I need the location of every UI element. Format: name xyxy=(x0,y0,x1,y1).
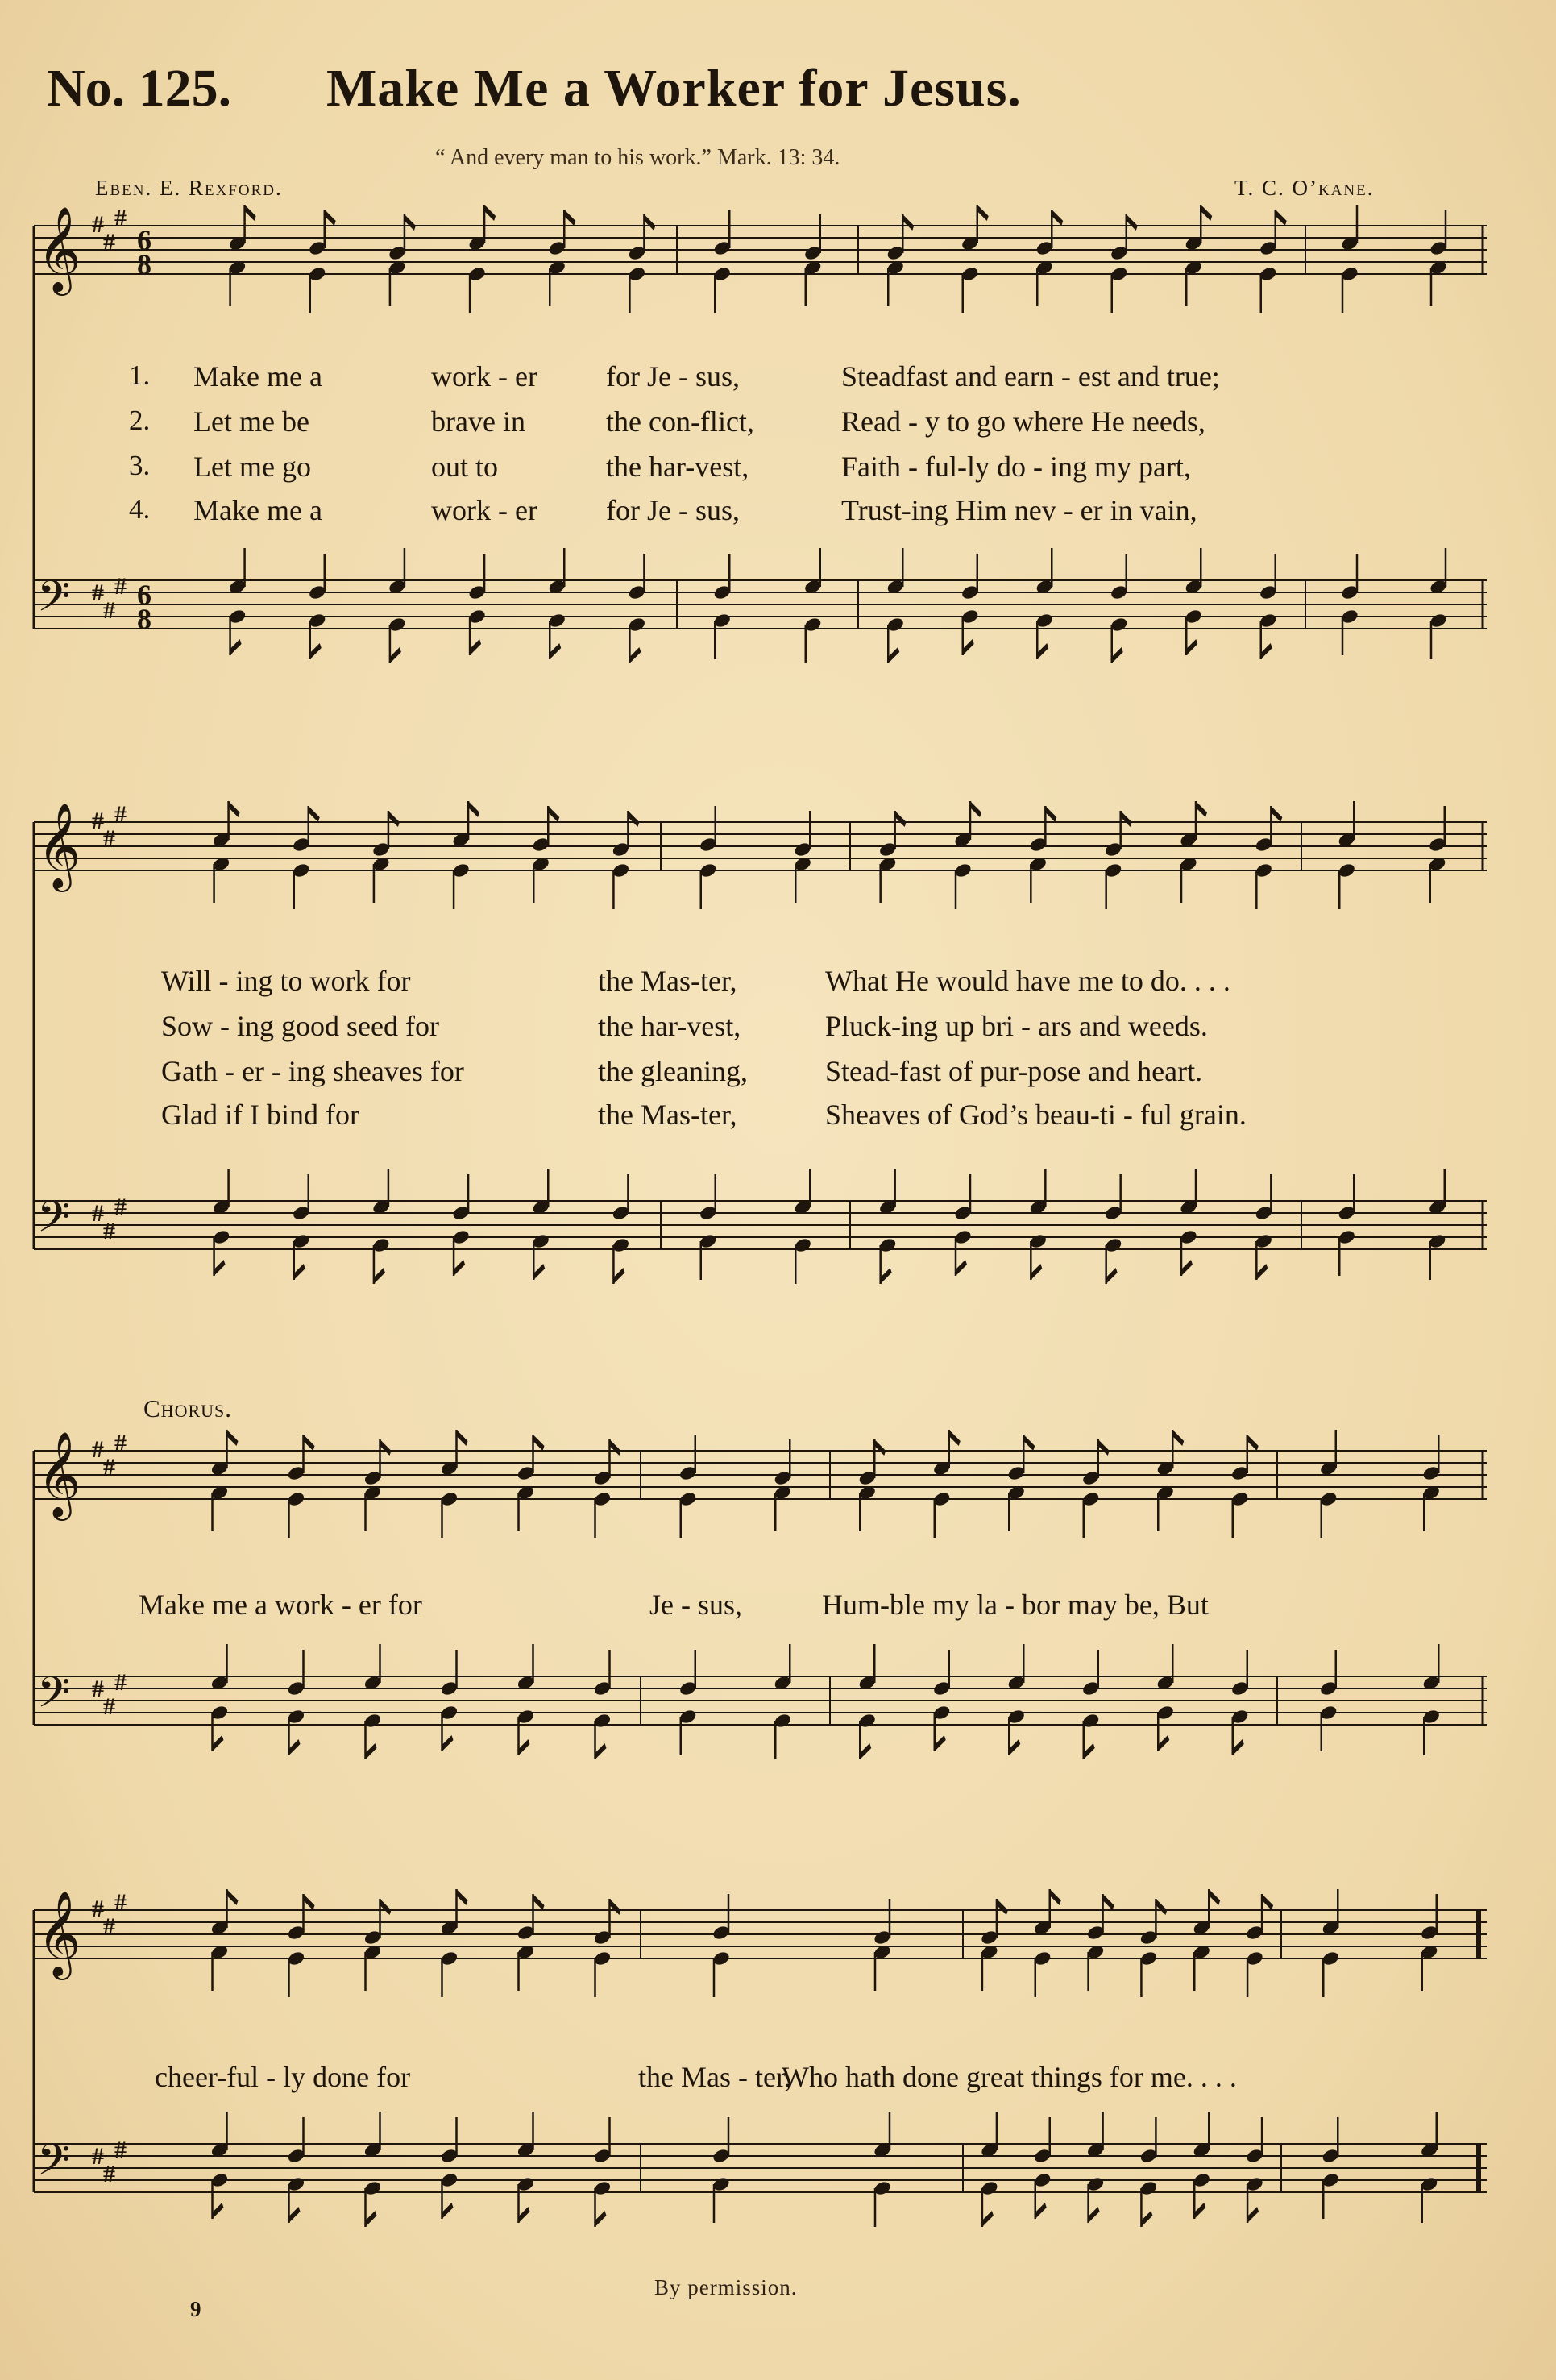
lyric-segment: Pluck-ing up bri - ars and weeds. xyxy=(825,1010,1208,1042)
lyric-segment: the har-vest, xyxy=(606,451,749,483)
note-flag xyxy=(304,1894,315,1910)
note-flag xyxy=(1141,2211,1152,2227)
lyric-segment: the con-flict, xyxy=(606,405,754,438)
note-flag xyxy=(1023,1435,1035,1451)
note-flag xyxy=(230,639,242,655)
note-flag xyxy=(227,1430,239,1446)
note-flag xyxy=(1181,1260,1193,1276)
key-sharp: # xyxy=(103,2161,115,2187)
lyric-segment: Will - ing to work for xyxy=(161,965,411,997)
lyricist-credit: Eben. E. Rexford. xyxy=(95,176,283,200)
note-flag xyxy=(644,214,655,231)
note-flag xyxy=(1045,806,1056,822)
key-sharp: # xyxy=(114,1669,127,1696)
note-flag xyxy=(366,1743,377,1759)
chorus-label: Chorus. xyxy=(143,1394,232,1423)
bass-clef: 𝄢 xyxy=(37,572,71,632)
note-flag xyxy=(380,1899,392,1915)
lyric-segment: What He would have me to do. . . . xyxy=(825,965,1230,997)
note-flag xyxy=(214,1260,226,1276)
note-flag xyxy=(304,1435,315,1451)
key-sharp: # xyxy=(92,1896,104,1922)
verse-number: 4. xyxy=(129,493,151,525)
note-flag xyxy=(366,2211,377,2227)
key-sharp: # xyxy=(114,2137,127,2163)
note-flag xyxy=(610,1899,621,1915)
lyric-segment: Let me be xyxy=(193,405,309,438)
key-sharp: # xyxy=(114,1889,127,1916)
note-flag xyxy=(1156,1899,1167,1915)
key-sharp: # xyxy=(103,1454,115,1481)
hymn-title: Make Me a Worker for Jesus. xyxy=(326,59,1022,118)
note-flag xyxy=(1262,1894,1273,1910)
key-sharp: # xyxy=(114,1194,127,1220)
note-flag xyxy=(1201,205,1212,221)
note-flag xyxy=(860,1743,871,1759)
note-flag xyxy=(229,801,240,817)
note-flag xyxy=(533,1435,545,1451)
note-flag xyxy=(1271,806,1282,822)
treble-clef: 𝄞 xyxy=(37,206,81,292)
note-flag xyxy=(628,811,639,827)
lyric-segment: the gleaning, xyxy=(598,1055,748,1087)
lyric-segment: Read - y to go where He needs, xyxy=(841,405,1205,438)
lyric-segment: Let me go xyxy=(193,451,311,483)
note-flag xyxy=(610,1439,621,1456)
chorus-lyric-segment: Je - sus, xyxy=(649,1589,742,1621)
key-sharp: # xyxy=(114,1430,127,1456)
note-flag xyxy=(1247,1435,1259,1451)
note-flag xyxy=(902,214,914,231)
key-sharp: # xyxy=(92,1676,104,1702)
treble-clef: 𝄞 xyxy=(37,1890,81,1976)
note-flag xyxy=(470,639,481,655)
note-flag xyxy=(1009,1739,1020,1755)
note-flag xyxy=(442,1735,454,1751)
note-flag xyxy=(1186,639,1197,655)
lyric-segment: work - er xyxy=(431,494,537,526)
note-flag xyxy=(227,1889,239,1905)
lyric-segment: the Mas-ter, xyxy=(598,1099,737,1131)
note-flag xyxy=(454,1260,465,1276)
key-sharp: # xyxy=(103,229,115,255)
chorus-lyric-segment: Hum-ble my la - bor may be, But xyxy=(822,1589,1209,1621)
lyric-segment: work - er xyxy=(431,360,537,393)
note-flag xyxy=(1172,1430,1184,1446)
note-flag xyxy=(388,811,400,827)
key-sharp: # xyxy=(103,1693,115,1720)
note-flag xyxy=(1276,210,1287,226)
note-flag xyxy=(325,210,336,226)
note-flag xyxy=(245,205,256,221)
hymn-number: No. 125. xyxy=(47,59,232,118)
note-flag xyxy=(213,2203,224,2219)
key-sharp: # xyxy=(103,825,115,852)
lyric-segment: Trust-ing Him nev - er in vain, xyxy=(841,494,1197,526)
permission-note: By permission. xyxy=(654,2275,798,2299)
note-flag xyxy=(1084,1743,1095,1759)
treble-clef: 𝄞 xyxy=(37,1431,81,1517)
key-sharp: # xyxy=(114,205,127,231)
lyric-segment: the har-vest, xyxy=(598,1010,741,1042)
note-flag xyxy=(895,811,907,827)
note-flag xyxy=(874,1439,886,1456)
key-sharp: # xyxy=(92,579,104,606)
note-flag xyxy=(519,2207,530,2223)
verse-number: 3. xyxy=(129,450,151,481)
note-flag xyxy=(970,801,981,817)
note-flag xyxy=(1121,811,1132,827)
lyric-segment: Gath - er - ing sheaves for xyxy=(161,1055,464,1087)
lyric-segment: brave in xyxy=(431,405,525,438)
note-flag xyxy=(442,2203,454,2219)
lyric-segment: out to xyxy=(431,451,499,483)
lyric-segment: Faith - ful-ly do - ing my part, xyxy=(841,451,1191,483)
treble-clef: 𝄞 xyxy=(37,802,81,888)
note-flag xyxy=(548,806,559,822)
note-flag xyxy=(457,1430,468,1446)
note-flag xyxy=(595,1743,607,1759)
note-flag xyxy=(1050,1889,1061,1905)
note-flag xyxy=(1089,2207,1100,2223)
note-flag xyxy=(1233,1739,1244,1755)
note-flag xyxy=(1052,210,1063,226)
lyric-segment: Make me a xyxy=(193,360,322,393)
note-flag xyxy=(1194,2203,1205,2219)
time-signature-top: 6 xyxy=(137,224,151,256)
note-flag xyxy=(310,643,322,659)
note-flag xyxy=(1261,643,1272,659)
note-flag xyxy=(881,1268,892,1284)
key-sharp: # xyxy=(92,1436,104,1463)
note-flag xyxy=(1106,1268,1118,1284)
note-flag xyxy=(629,647,641,663)
note-flag xyxy=(1037,643,1048,659)
lyric-segment: Glad if I bind for xyxy=(161,1099,359,1131)
note-flag xyxy=(309,806,320,822)
key-sharp: # xyxy=(92,211,104,238)
verse-number: 1. xyxy=(129,359,151,391)
lyric-segment: Sheaves of God’s beau-ti - ful grain. xyxy=(825,1099,1247,1131)
scripture-epigraph: “ And every man to his work.” Mark. 13: 34. xyxy=(435,145,840,170)
key-sharp: # xyxy=(103,1218,115,1244)
lyric-segment: Stead-fast of pur-pose and heart. xyxy=(825,1055,1203,1087)
note-flag xyxy=(1209,1889,1220,1905)
page-number: 9 xyxy=(190,2297,201,2321)
note-flag xyxy=(595,2211,607,2227)
chorus-lyric-segment: the Mas - ter, xyxy=(638,2061,792,2093)
lyric-segment: for Je - sus, xyxy=(606,360,740,393)
key-sharp: # xyxy=(114,801,127,828)
key-sharp: # xyxy=(92,1200,104,1227)
note-flag xyxy=(1247,2207,1259,2223)
note-flag xyxy=(1031,1264,1042,1280)
note-flag xyxy=(1112,647,1123,663)
note-flag xyxy=(935,1735,946,1751)
bass-clef: 𝄢 xyxy=(37,1668,71,1728)
note-flag xyxy=(982,2211,994,2227)
verse-number: 2. xyxy=(129,405,151,436)
note-flag xyxy=(468,801,479,817)
note-flag xyxy=(533,1894,545,1910)
bass-clef: 𝄢 xyxy=(37,1193,71,1252)
time-signature-bottom: 8 xyxy=(137,248,151,280)
note-flag xyxy=(997,1899,1008,1915)
note-flag xyxy=(289,1739,301,1755)
note-flag xyxy=(213,1735,224,1751)
note-flag xyxy=(977,205,989,221)
note-flag xyxy=(390,647,401,663)
chorus-lyric-segment: cheer-ful - ly done for xyxy=(155,2061,411,2093)
lyric-segment: for Je - sus, xyxy=(606,494,740,526)
note-flag xyxy=(1035,2203,1047,2219)
note-flag xyxy=(380,1439,392,1456)
note-flag xyxy=(519,1739,530,1755)
note-flag xyxy=(963,639,974,655)
note-flag xyxy=(484,205,496,221)
note-flag xyxy=(956,1260,967,1276)
note-flag xyxy=(550,643,561,659)
note-flag xyxy=(1127,214,1138,231)
chorus-lyric-segment: Make me a work - er for xyxy=(139,1589,422,1621)
key-sharp: # xyxy=(92,2143,104,2170)
time-signature-top: 6 xyxy=(137,579,151,611)
note-flag xyxy=(1103,1894,1114,1910)
note-flag xyxy=(533,1264,545,1280)
composer-credit: T. C. O’kane. xyxy=(1234,176,1375,200)
chorus-lyric-segment: Who hath done great things for me. . . . xyxy=(782,2061,1237,2093)
note-flag xyxy=(613,1268,624,1284)
key-sharp: # xyxy=(103,1913,115,1940)
note-flag xyxy=(888,647,899,663)
note-flag xyxy=(294,1264,305,1280)
note-flag xyxy=(457,1889,468,1905)
time-signature-bottom: 8 xyxy=(137,603,151,635)
lyric-segment: the Mas-ter, xyxy=(598,965,737,997)
key-sharp: # xyxy=(114,573,127,600)
bass-clef: 𝄢 xyxy=(37,2136,71,2195)
note-flag xyxy=(1158,1735,1169,1751)
note-flag xyxy=(1098,1439,1110,1456)
note-flag xyxy=(1256,1264,1268,1280)
lyric-segment: Sow - ing good seed for xyxy=(161,1010,439,1042)
key-sharp: # xyxy=(103,597,115,624)
note-flag xyxy=(374,1268,385,1284)
note-flag xyxy=(1196,801,1207,817)
note-flag xyxy=(405,214,416,231)
note-flag xyxy=(949,1430,961,1446)
note-flag xyxy=(289,2207,301,2223)
key-sharp: # xyxy=(92,808,104,834)
lyric-segment: Make me a xyxy=(193,494,322,526)
lyric-segment: Steadfast and earn - est and true; xyxy=(841,360,1220,393)
note-flag xyxy=(564,210,575,226)
